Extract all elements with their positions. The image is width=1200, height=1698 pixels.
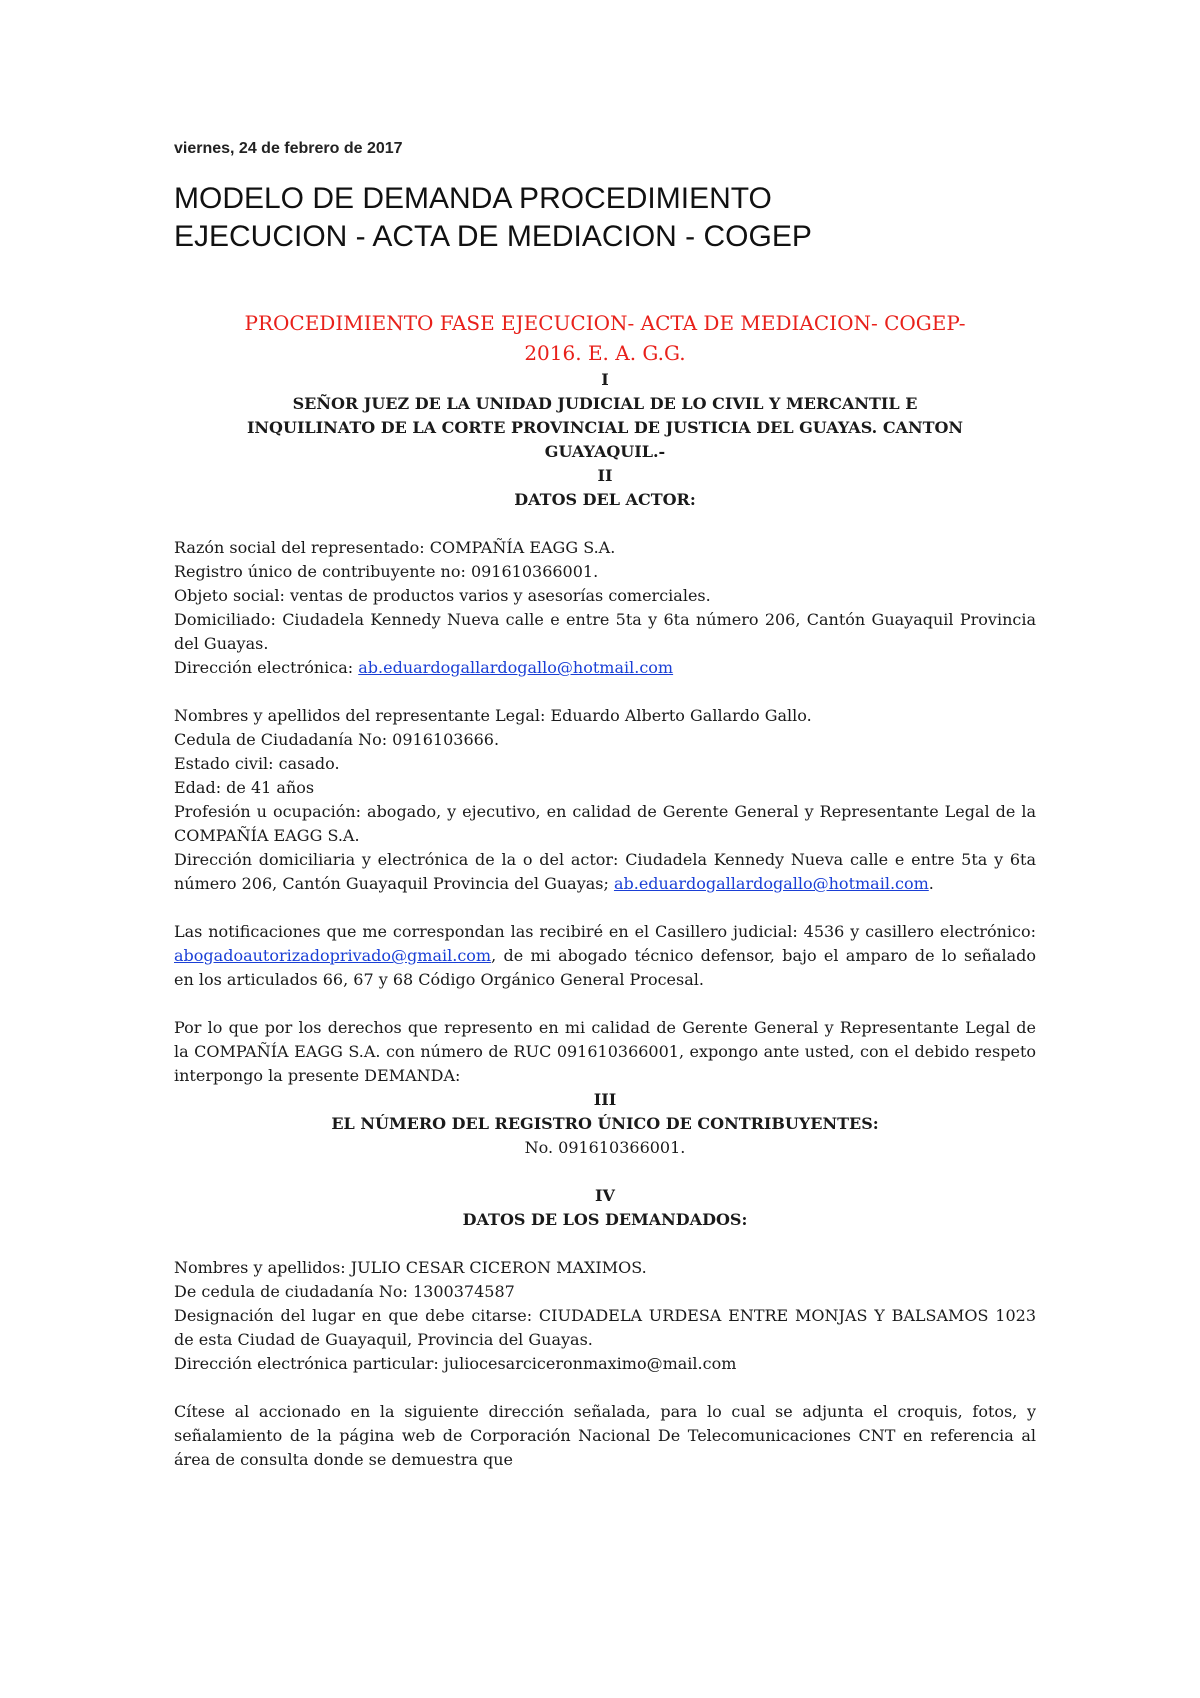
post-title-line-1: MODELO DE DEMANDA PROCEDIMIENTO xyxy=(174,182,772,215)
actor-objeto-social: Objeto social: ventas de productos varios y asesorías comerciales. xyxy=(174,586,711,605)
addressee-line-2: INQUILINATO DE LA CORTE PROVINCIAL DE JUSTICIA DEL GUAYAS. CANTON xyxy=(246,418,964,437)
rep-nombres: Nombres y apellidos del representante Legal: Eduardo Alberto Gallardo Gallo. xyxy=(174,706,812,725)
rep-direccion-end: . xyxy=(928,874,934,893)
actor-email-label: Dirección electrónica: xyxy=(174,658,359,677)
notificaciones-text: Las notificaciones que me correspondan las recibiré en el Casillero judicial: 4536 y casillero electrónico: xyxy=(174,922,1036,941)
actor-ruc: Registro único de contribuyente no: 091610366001. xyxy=(174,562,599,581)
demandado-nombres: Nombres y apellidos: JULIO CESAR CICERON MAXIMOS. xyxy=(174,1258,647,1277)
rep-edad: Edad: de 41 años xyxy=(174,778,315,797)
document-heading-line-1: PROCEDIMIENTO FASE EJECUCION- ACTA DE MEDIACION- COGEP- xyxy=(244,311,966,335)
notificaciones-paragraph xyxy=(174,920,1036,992)
document-heading xyxy=(174,308,1036,368)
actor-domicilio: Domiciliado: Ciudadela Kennedy Nueva calle e entre 5ta y 6ta número 206, Cantón Guayaquil Provincia del Guayas. xyxy=(174,610,1036,653)
section-title-ruc: EL NÚMERO DEL REGISTRO ÚNICO DE CONTRIBUYENTES: xyxy=(331,1114,879,1133)
section-title-actor: DATOS DEL ACTOR: xyxy=(514,490,696,509)
section-title-demandados: DATOS DE LOS DEMANDADOS: xyxy=(462,1210,748,1229)
rep-cedula: Cedula de Ciudadanía No: 0916103666. xyxy=(174,730,500,749)
por-lo-que-paragraph: Por lo que por los derechos que represento en mi calidad de Gerente General y Representante Legal de la COMPAÑÍA EAGG S.A. con número de RUC 091610366001, expongo ante usted, con el debido respeto interpongo la presente DEMANDA: xyxy=(174,1018,1036,1085)
post-date: viernes, 24 de febrero de 2017 xyxy=(174,140,403,157)
notificaciones-text-end: , de mi abogado técnico defensor, bajo el amparo de lo señalado en los articulados 66, 67 y 68 Código Orgánico General Procesal. xyxy=(174,946,1036,989)
post-title-line-2: EJECUCION - ACTA DE MEDIACION - COGEP xyxy=(174,220,812,253)
addressee-line-3: GUAYAQUIL.- xyxy=(544,442,666,461)
actor-razon-social: Razón social del representado: COMPAÑÍA EAGG S.A. xyxy=(174,538,616,557)
post-title xyxy=(174,180,1036,256)
rep-profesion: Profesión u ocupación: abogado, y ejecutivo, en calidad de Gerente General y Representante Legal de la COMPAÑÍA EAGG S.A. xyxy=(174,802,1036,845)
actor-email-link[interactable]: ab.eduardogallardogallo@hotmail.com xyxy=(358,658,674,677)
demandado-email: Dirección electrónica particular: juliocesarciceronmaximo@mail.com xyxy=(174,1354,737,1373)
document-heading-line-2: 2016. E. A. G.G. xyxy=(524,341,686,365)
rep-direccion xyxy=(174,848,1036,896)
section-number-4: IV xyxy=(595,1186,615,1205)
notificaciones-email-link[interactable]: abogadoautorizadoprivado@gmail.com xyxy=(174,946,492,965)
demandado-cedula: De cedula de ciudadanía No: 1300374587 xyxy=(174,1282,515,1301)
demandado-designacion: Designación del lugar en que debe citarse: CIUDADELA URDESA ENTRE MONJAS Y BALSAMOS 1023 de esta Ciudad de Guayaquil, Provincia del Guayas. xyxy=(174,1306,1036,1349)
section-ruc-value: No. 091610366001. xyxy=(524,1138,686,1157)
rep-estado-civil: Estado civil: casado. xyxy=(174,754,340,773)
citese-paragraph: Cítese al accionado en la siguiente dirección señalada, para lo cual se adjunta el croquis, fotos, y señalamiento de la página web de Corporación Nacional De Telecomunicaciones CNT en referencia al área de consulta donde se demuestra que xyxy=(174,1402,1036,1469)
document-page xyxy=(174,140,1036,1472)
actor-email-row xyxy=(174,656,1036,680)
section-number-2: II xyxy=(597,466,613,485)
rep-direccion-text: Dirección domiciliaria y electrónica de la o del actor: Ciudadela Kennedy Nueva calle e entre 5ta y 6ta número 206, Cantón Guayaquil Provincia del Guayas; xyxy=(174,850,1036,893)
rep-email-link[interactable]: ab.eduardogallardogallo@hotmail.com xyxy=(613,874,929,893)
section-number-3: III xyxy=(593,1090,617,1109)
section-number-1: I xyxy=(601,370,609,389)
addressee-line-1: SEÑOR JUEZ DE LA UNIDAD JUDICIAL DE LO CIVIL Y MERCANTIL E xyxy=(292,394,918,413)
